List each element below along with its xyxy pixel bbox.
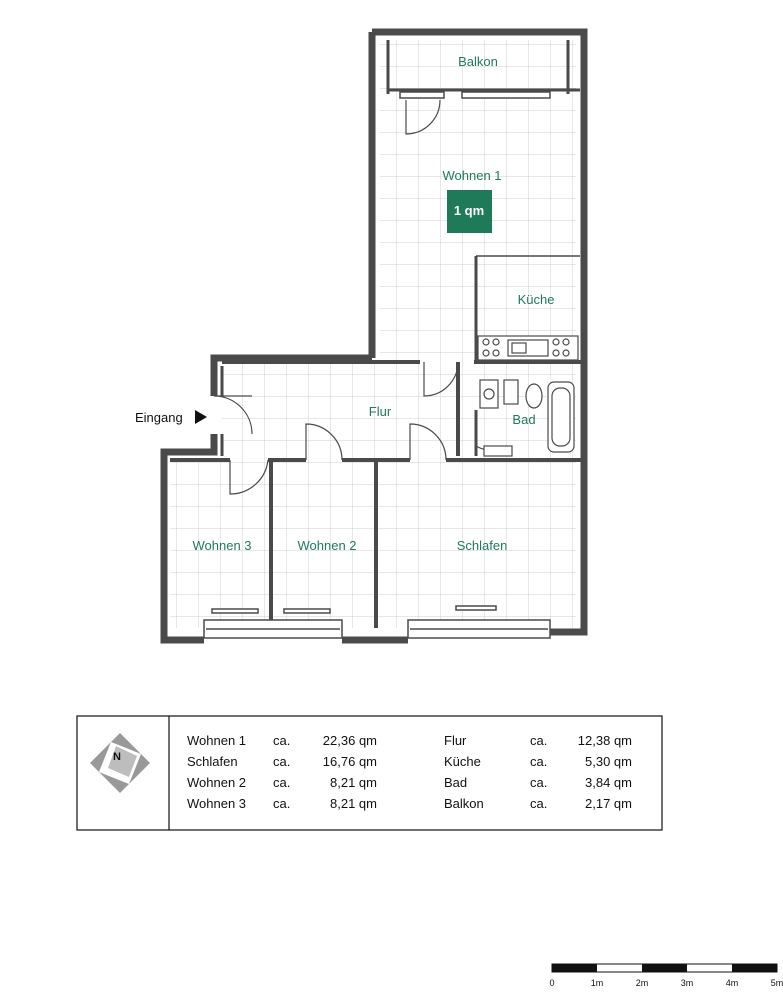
area-value: 3,84 qm	[585, 775, 632, 790]
area-row	[187, 775, 377, 790]
entrance-label: Eingang	[135, 410, 183, 425]
scale-tick-label: 3m	[680, 978, 694, 988]
scale-tick-label: 4m	[725, 978, 739, 988]
area-approx: ca.	[273, 796, 291, 811]
area-value: 12,38 qm	[577, 733, 632, 748]
area-row	[187, 733, 377, 748]
area-room-name: Küche	[444, 754, 481, 769]
room-label-wohnen1: Wohnen 1	[442, 168, 502, 183]
area-approx: ca.	[273, 754, 291, 769]
area-room-name: Wohnen 2	[187, 775, 247, 790]
area-approx: ca.	[530, 775, 548, 790]
entrance-arrow-icon	[195, 410, 207, 424]
area-row	[187, 796, 377, 811]
unit-marker-label: 1 qm	[453, 203, 485, 218]
area-approx: ca.	[530, 733, 548, 748]
area-row	[444, 754, 632, 769]
area-value: 2,17 qm	[585, 796, 632, 811]
area-approx: ca.	[530, 754, 548, 769]
room-label-wohnen2: Wohnen 2	[297, 538, 357, 553]
area-value: 22,36 qm	[322, 733, 377, 748]
area-approx: ca.	[530, 796, 548, 811]
compass-north-label: N	[113, 751, 121, 763]
area-value: 16,76 qm	[322, 754, 377, 769]
area-room-name: Schlafen	[187, 754, 238, 769]
area-room-name: Wohnen 1	[187, 733, 247, 748]
scale-tick-label: 2m	[635, 978, 649, 988]
room-label-kueche: Küche	[517, 292, 555, 307]
room-label-schlafen: Schlafen	[456, 538, 508, 553]
room-label-bad: Bad	[512, 412, 536, 427]
room-label-wohnen3: Wohnen 3	[192, 538, 252, 553]
scale-labels	[549, 978, 783, 988]
area-room-name: Flur	[444, 733, 467, 748]
area-approx: ca.	[273, 733, 291, 748]
scale-bar	[552, 964, 777, 972]
scale-tick-label: 5m	[770, 978, 783, 988]
kitchen-fixtures	[478, 336, 578, 360]
area-row	[187, 754, 377, 769]
area-room-name: Balkon	[444, 796, 484, 811]
area-row	[444, 796, 632, 811]
area-approx: ca.	[273, 775, 291, 790]
area-value: 8,21 qm	[330, 796, 377, 811]
area-room-name: Wohnen 3	[187, 796, 247, 811]
scale-tick-label: 0	[549, 978, 555, 988]
room-label-balkon: Balkon	[458, 54, 498, 69]
area-value: 8,21 qm	[330, 775, 377, 790]
scale-tick-label: 1m	[590, 978, 604, 988]
room-label-flur: Flur	[368, 404, 392, 419]
area-value: 5,30 qm	[585, 754, 632, 769]
area-room-name: Bad	[444, 775, 468, 790]
